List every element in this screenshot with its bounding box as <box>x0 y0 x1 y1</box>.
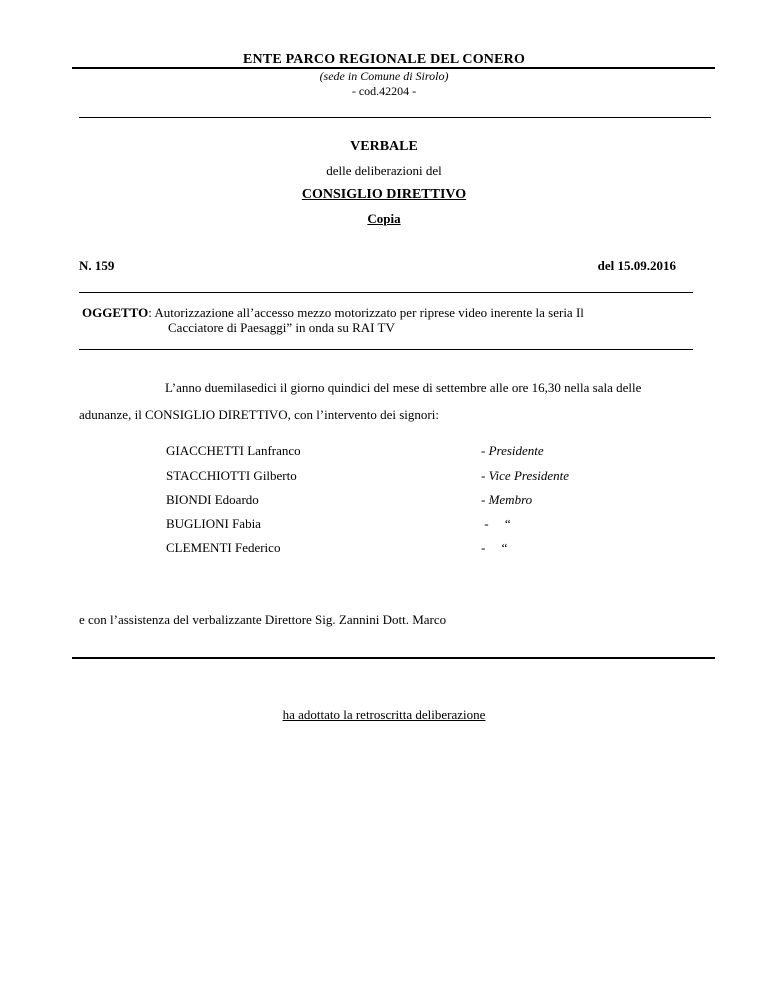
subject-bottom-rule <box>79 349 693 350</box>
member-row <box>166 492 666 510</box>
assistance-line: e con l’assistenza del verbalizzante Direttore Sig. Zannini Dott. Marco <box>79 612 447 627</box>
member-role: - “ <box>481 516 511 531</box>
member-role: - “ <box>481 540 508 555</box>
intro-line-1 <box>79 374 713 401</box>
header-bottom-rule <box>79 117 711 118</box>
member-row <box>166 468 666 486</box>
intro-paragraph <box>79 374 713 428</box>
member-name: BIONDI Edoardo <box>166 492 259 507</box>
member-role: - Membro <box>481 492 533 507</box>
subject-label: OGGETTO <box>82 305 149 320</box>
member-row <box>166 516 666 534</box>
member-name: BUGLIONI Fabia <box>166 516 261 531</box>
deliberation-date: del 15.09.2016 <box>597 258 676 273</box>
member-name: CLEMENTI Federico <box>166 540 281 555</box>
subject-line-2: Cacciatore di Paesaggi” in onda su RAI TV <box>168 320 395 335</box>
intro-line-2: adunanze, il CONSIGLIO DIRETTIVO, con l’intervento dei signori: <box>79 407 439 422</box>
assistance-rule <box>72 657 715 659</box>
subject-text-1: : Autorizzazione all’accesso mezzo motorizzato per riprese video inerente la seria Il <box>148 305 584 320</box>
doc-title: VERBALE <box>350 139 418 154</box>
member-name: STACCHIOTTI Gilberto <box>166 468 297 483</box>
subject-line-1 <box>82 305 682 320</box>
member-name: GIACCHETTI Lanfranco <box>166 443 301 458</box>
intro-text-1: L’anno duemilasedici il giorno quindici del mese di settembre alle ore 16,30 nella sala delle <box>165 380 642 395</box>
subject-block <box>82 305 682 335</box>
deliberation-number: N. 159 <box>79 258 115 273</box>
subject-top-rule <box>79 292 693 293</box>
member-role: - Presidente <box>481 443 544 458</box>
code-line: - cod.42204 - <box>351 84 417 98</box>
member-role: - Vice Presidente <box>481 468 570 483</box>
seat-line: (sede in Comune di Sirolo) <box>319 69 449 83</box>
adopted-line: ha adottato la retroscritta deliberazione <box>282 707 486 722</box>
doc-subtitle: delle deliberazioni del <box>326 163 442 178</box>
entity-name: ENTE PARCO REGIONALE DEL CONERO <box>242 52 526 67</box>
member-row <box>166 443 666 461</box>
copy-label: Copia <box>367 211 401 226</box>
governing-body-name: CONSIGLIO DIRETTIVO <box>301 187 467 202</box>
member-row <box>166 540 666 558</box>
